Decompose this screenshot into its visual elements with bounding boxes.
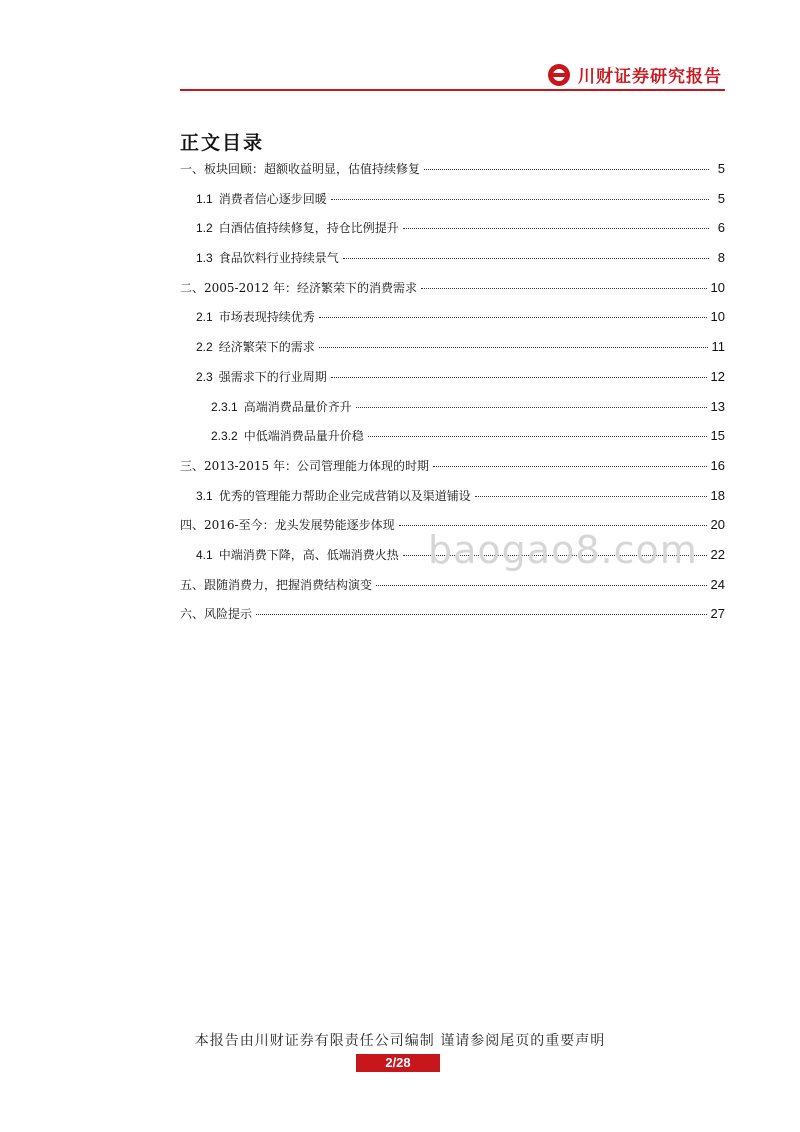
dot-leader — [376, 585, 707, 586]
toc-page-number: 18 — [710, 487, 725, 503]
dot-leader — [424, 169, 709, 170]
dot-leader — [256, 614, 707, 615]
toc-page-number: 5 — [717, 190, 725, 206]
watermark: baogao8.com — [428, 528, 698, 572]
toc-entry[interactable]: 4.1 中端消费下降，高、低端消费火热 22 — [196, 546, 725, 562]
toc-entry[interactable]: 一、板块回顾：超额收益明显，估值持续修复 5 — [180, 161, 725, 176]
dot-leader — [368, 436, 707, 437]
toc-entry[interactable]: 1.2 白酒估值持续修复，持仓比例提升 6 — [196, 220, 725, 236]
dot-leader — [399, 525, 707, 526]
toc-page-number: 24 — [710, 576, 725, 592]
header-divider — [180, 89, 725, 91]
toc-page-number: 16 — [710, 457, 725, 473]
toc-title: 正文目录 — [180, 132, 265, 154]
toc-page-number: 13 — [710, 398, 725, 414]
report-header — [548, 62, 722, 87]
toc-entry[interactable]: 六、风险提示 27 — [180, 606, 725, 622]
toc-page-number: 10 — [710, 309, 725, 325]
toc-page-number: 15 — [710, 428, 725, 444]
dot-leader — [433, 466, 707, 467]
dot-leader — [475, 496, 707, 497]
toc-entry[interactable]: 五、跟随消费力，把握消费结构演变 24 — [180, 576, 725, 592]
toc-page-number: 8 — [717, 250, 725, 266]
company-logo-icon — [548, 64, 570, 86]
dot-leader — [331, 199, 709, 200]
toc-entry[interactable]: 3.1 优秀的管理能力帮助企业完成营销以及渠道铺设 18 — [196, 487, 725, 503]
toc-entry[interactable]: 1.3 食品饮料行业持续景气 8 — [196, 250, 725, 266]
toc-page-number: 20 — [710, 517, 725, 533]
toc-entry[interactable]: 2.1 市场表现持续优秀 10 — [196, 309, 725, 325]
toc-page-number: 22 — [710, 546, 725, 562]
toc-entry[interactable]: 2.3.1 高端消费品量价齐升 13 — [211, 398, 725, 414]
dot-leader — [331, 377, 707, 378]
toc-entry[interactable]: 2.3.2 中低端消费品量升价稳 15 — [211, 428, 725, 444]
toc-entry[interactable]: 四、2016-至今：龙头发展势能逐步体现 20 — [180, 517, 725, 533]
dot-leader — [403, 228, 709, 229]
dot-leader — [343, 258, 709, 259]
toc-page-number: 5 — [717, 161, 725, 176]
page-number: 2/28 — [356, 1054, 440, 1072]
footer-disclaimer: 本报告由川财证券有限责任公司编制 谨请参阅尾页的重要声明 — [194, 1033, 606, 1049]
toc-entry[interactable]: 二、2005-2012 年：经济繁荣下的消费需求 10 — [180, 279, 725, 295]
toc-entry[interactable]: 三、2013-2015 年：公司管理能力体现的时期 16 — [180, 457, 725, 473]
toc-page-number: 11 — [711, 339, 725, 355]
dot-leader — [319, 317, 707, 318]
toc-page-number: 27 — [710, 606, 725, 622]
toc-entry[interactable]: 2.2 经济繁荣下的需求 11 — [196, 339, 725, 355]
toc-entry[interactable]: 2.3 强需求下的行业周期 12 — [196, 368, 725, 384]
toc-page-number: 10 — [710, 279, 725, 295]
dot-leader — [421, 288, 707, 289]
dot-leader — [319, 347, 708, 348]
toc-page-number: 12 — [710, 368, 725, 384]
brand-name: 川财证券研究报告 — [578, 67, 722, 87]
toc-entry[interactable]: 1.1 消费者信心逐步回暖 5 — [196, 190, 725, 206]
toc-page-number: 6 — [717, 220, 725, 236]
dot-leader — [356, 407, 707, 408]
